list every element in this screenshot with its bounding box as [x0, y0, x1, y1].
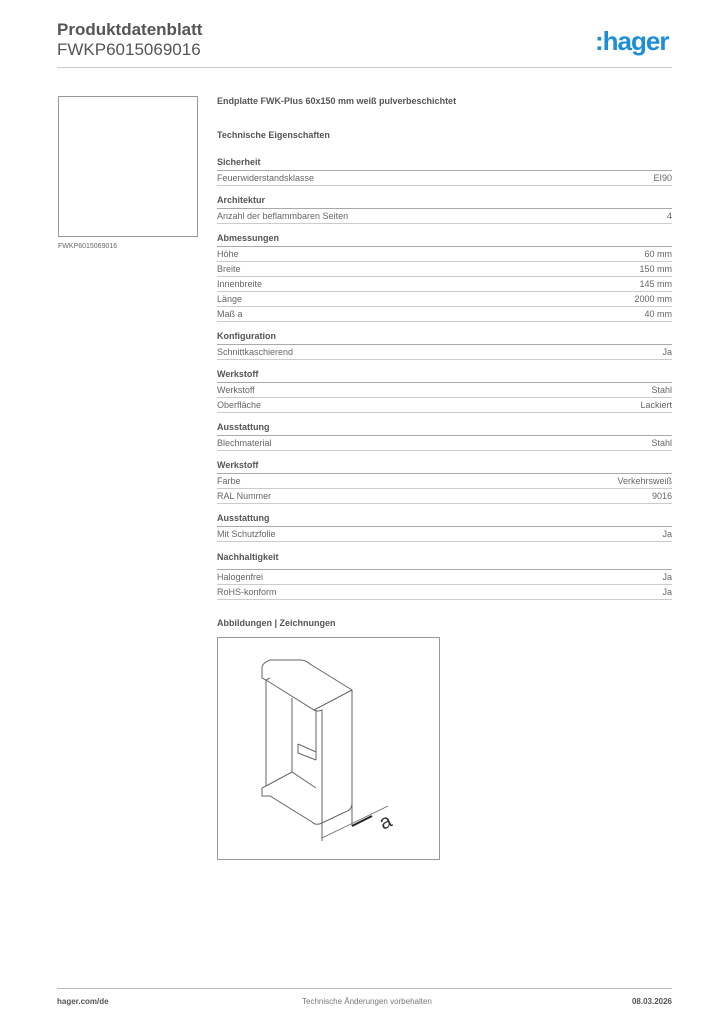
dimension-label: a — [375, 809, 396, 835]
property-row — [217, 436, 672, 451]
property-label: Halogenfrei — [217, 572, 264, 582]
property-sections — [217, 156, 672, 600]
page-title: Produktdatenblatt — [57, 20, 203, 39]
property-label: Mit Schutzfolie — [217, 529, 276, 539]
property-value: Ja — [662, 572, 672, 582]
section-title: Architektur — [217, 194, 672, 209]
hager-logo: :hager — [595, 26, 669, 56]
figures-title: Abbildungen | Zeichnungen — [217, 618, 336, 628]
property-section — [217, 551, 672, 600]
property-row — [217, 209, 672, 224]
property-section — [217, 512, 672, 542]
property-value: 9016 — [651, 491, 672, 501]
property-value: 40 mm — [644, 309, 672, 319]
property-row — [217, 383, 672, 398]
footer-date: 08.03.2026 — [631, 997, 672, 1006]
property-label: Feuerwiderstandsklasse — [217, 173, 315, 183]
property-section — [217, 330, 672, 360]
property-row — [217, 345, 672, 360]
property-label: Innenbreite — [217, 279, 263, 289]
section-title: Werkstoff — [217, 459, 672, 474]
property-value: 60 mm — [644, 249, 672, 259]
property-value: Stahl — [651, 385, 672, 395]
technical-drawing — [217, 637, 440, 860]
header-divider — [57, 67, 672, 68]
product-description: Endplatte FWK-Plus 60x150 mm weiß pulverbeschichtet — [217, 96, 457, 106]
section-title: Sicherheit — [217, 156, 672, 171]
property-value: Ja — [662, 529, 672, 539]
property-row — [217, 398, 672, 413]
footer-website[interactable]: hager.com/de — [57, 997, 109, 1006]
property-section — [217, 421, 672, 451]
property-value: Ja — [662, 347, 672, 357]
property-section — [217, 156, 672, 186]
property-row — [217, 171, 672, 186]
section-title: Werkstoff — [217, 368, 672, 383]
property-section — [217, 232, 672, 322]
product-details — [217, 96, 672, 600]
property-label: Höhe — [217, 249, 239, 259]
property-label: Farbe — [217, 476, 241, 486]
section-title: Konfiguration — [217, 330, 672, 345]
footer-divider — [57, 988, 672, 989]
property-label: Breite — [217, 264, 241, 274]
section-title: Ausstattung — [217, 512, 672, 527]
property-row — [217, 247, 672, 262]
footer-note: Technische Änderungen vorbehalten — [302, 997, 432, 1006]
property-row — [217, 585, 672, 600]
property-label: Werkstoff — [217, 385, 255, 395]
property-value: Stahl — [651, 438, 672, 448]
property-value: 150 mm — [639, 264, 672, 274]
property-label: Länge — [217, 294, 243, 304]
section-title: Abmessungen — [217, 232, 672, 247]
product-code: FWKP6015069016 — [57, 40, 201, 59]
property-label: Blechmaterial — [217, 438, 272, 448]
property-value: Verkehrsweiß — [617, 476, 672, 486]
property-value: Ja — [662, 587, 672, 597]
property-row — [217, 307, 672, 322]
property-section — [217, 368, 672, 413]
property-label: Maß a — [217, 309, 243, 319]
property-row — [217, 570, 672, 585]
property-value: Lackiert — [640, 400, 672, 410]
property-row — [217, 292, 672, 307]
section-title: Ausstattung — [217, 421, 672, 436]
property-label: Anzahl der beflammbaren Seiten — [217, 211, 349, 221]
section-title: Nachhaltigkeit — [217, 551, 672, 570]
property-value: 145 mm — [639, 279, 672, 289]
technical-properties-title: Technische Eigenschaften — [217, 130, 330, 140]
product-image-caption: FWKP6015069016 — [58, 243, 118, 250]
property-section — [217, 194, 672, 224]
property-value: EI90 — [653, 173, 672, 183]
property-row — [217, 474, 672, 489]
property-row — [217, 277, 672, 292]
property-value: 4 — [666, 211, 672, 221]
property-value: 2000 mm — [634, 294, 672, 304]
product-image — [58, 96, 198, 237]
property-row — [217, 489, 672, 504]
property-label: Schnittkaschierend — [217, 347, 294, 357]
property-row — [217, 527, 672, 542]
property-label: Oberfläche — [217, 400, 262, 410]
property-label: RoHS-konform — [217, 587, 277, 597]
property-label: RAL Nummer — [217, 491, 272, 501]
property-section — [217, 459, 672, 504]
property-row — [217, 262, 672, 277]
